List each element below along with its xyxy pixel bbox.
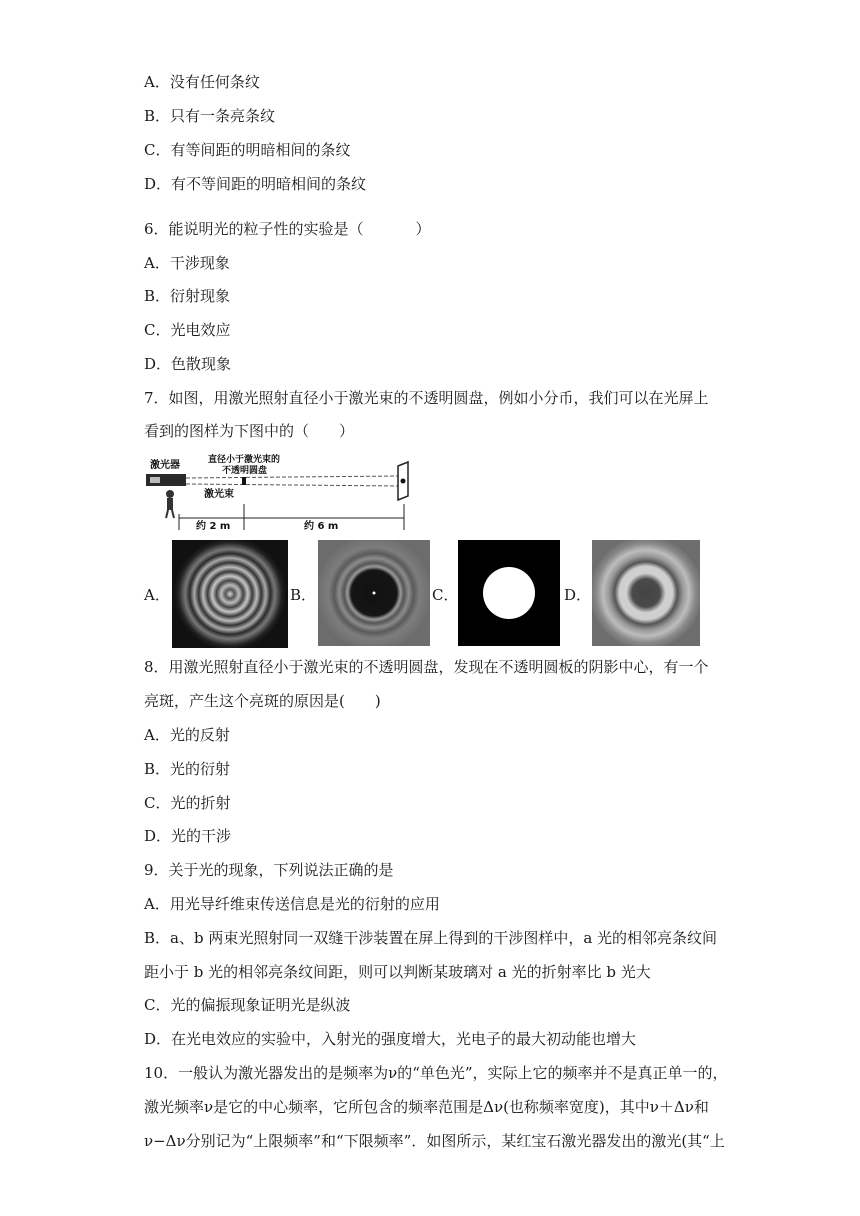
q7-option-d-label: D． (564, 586, 592, 604)
experiment-setup-figure (144, 452, 414, 532)
pattern-c-image (458, 540, 560, 646)
label-disk-2: 不透明圆盘 (222, 466, 268, 476)
label-disk: 直径小于激光束的 (208, 455, 281, 465)
q8-option-c: C．光的折射 (144, 794, 231, 812)
q9-option-a: A．用光导纤维束传送信息是光的衍射的应用 (144, 895, 440, 913)
q8-option-d: D．光的干涉 (144, 827, 232, 845)
pattern-d-image (592, 540, 700, 646)
q9-option-b-line1: B．a、b 两束光照射同一双缝干涉装置在屏上得到的干涉图样中，a 光的相邻亮条纹间 (144, 929, 718, 947)
q8-stem-line1: 8．用激光照射直径小于激光束的不透明圆盘，发现在不透明圆板的阴影中心，有一个 (144, 658, 709, 676)
label-beam: 激光束 (204, 489, 234, 500)
q5-option-a: A．没有任何条纹 (144, 73, 260, 91)
q10-line3: ν−Δν分别记为“上限频率”和“下限频率”．如图所示，某红宝石激光器发出的激光(其“上 (144, 1132, 725, 1150)
q6-stem-text: 6．能说明光的粒子性的实验是（ (144, 220, 364, 238)
q7-option-c-label: C． (432, 586, 459, 604)
q7-stem-line1: 7．如图，用激光照射直径小于激光束的不透明圆盘，例如小分币，我们可以在光屏上 (144, 389, 709, 407)
label-distance-2: 约 6 m (304, 521, 339, 532)
q6-stem-close: ） (415, 220, 431, 238)
pattern-b-image (318, 540, 430, 646)
q5-option-b: B．只有一条亮条纹 (144, 107, 276, 125)
q10-line1: 10．一般认为激光器发出的是频率为ν的“单色光”，实际上它的频率并不是真正单一的， (144, 1064, 728, 1082)
q9-option-c: C．光的偏振现象证明光是纵波 (144, 996, 351, 1014)
person-figure (166, 490, 174, 498)
q8-option-b: B．光的衍射 (144, 760, 231, 778)
label-distance-1: 约 2 m (196, 521, 231, 532)
q9-option-d: D．在光电效应的实验中，入射光的强度增大，光电子的最大初动能也增大 (144, 1030, 637, 1048)
q6-option-b: B．衍射现象 (144, 287, 231, 305)
q6-option-c: C．光电效应 (144, 321, 231, 339)
q8-option-a: A．光的反射 (144, 726, 230, 744)
q7-stem-line2: 看到的图样为下图中的（ ） (144, 422, 355, 440)
q5-option-d: D．有不等间距的明暗相间的条纹 (144, 175, 367, 193)
q6-option-d: D．色散现象 (144, 355, 232, 373)
q5-option-c: C．有等间距的明暗相间的条纹 (144, 141, 351, 159)
q6-option-a: A．干涉现象 (144, 254, 230, 272)
label-laser: 激光器 (150, 460, 180, 471)
opaque-disk (242, 477, 246, 485)
q8-stem-line2: 亮斑，产生这个亮斑的原因是( ) (144, 692, 381, 710)
q6-stem (144, 219, 431, 239)
q9-stem: 9．关于光的现象，下列说法正确的是 (144, 861, 394, 879)
q9-option-b-line2: 距小于 b 光的相邻亮条纹间距，则可以判断某玻璃对 a 光的折射率比 b 光大 (144, 963, 651, 981)
pattern-a-image (172, 540, 288, 648)
q7-option-b-label: B． (290, 586, 317, 604)
q7-option-a-label: A． (144, 586, 170, 604)
q10-line2: 激光频率ν是它的中心频率，它所包含的频率范围是Δν(也称频率宽度)，其中ν＋Δν和 (144, 1098, 709, 1116)
